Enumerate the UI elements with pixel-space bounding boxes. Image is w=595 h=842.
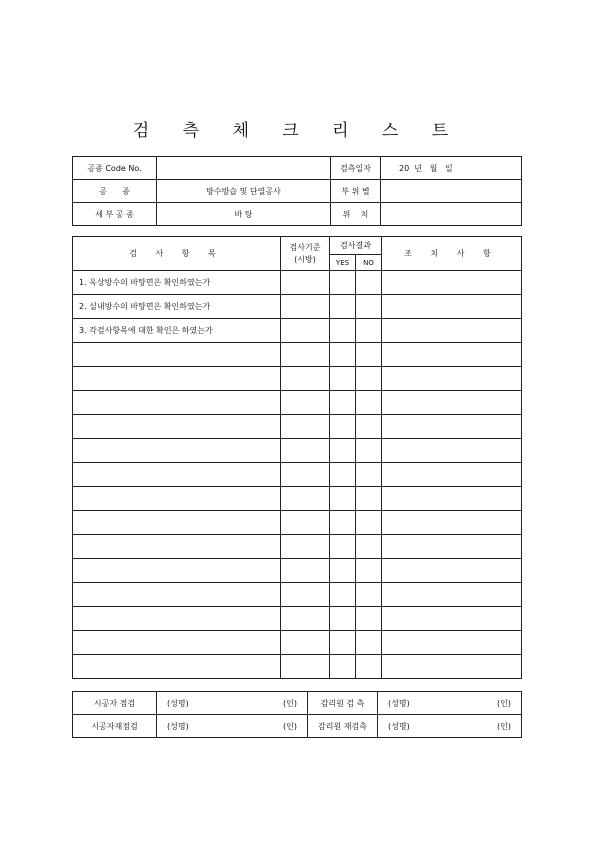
checklist-action-cell[interactable] xyxy=(382,367,522,391)
work-value[interactable]: 방수방습 및 단열공사 xyxy=(157,180,331,203)
checklist-yes-cell[interactable] xyxy=(330,583,356,607)
checklist-yes-cell[interactable] xyxy=(330,463,356,487)
checklist-no-cell[interactable] xyxy=(356,559,382,583)
checklist-row xyxy=(73,487,522,511)
checklist-action-cell[interactable] xyxy=(382,319,522,343)
checklist-no-cell[interactable] xyxy=(356,583,382,607)
checklist-yes-cell[interactable] xyxy=(330,439,356,463)
checklist-header-row xyxy=(73,237,522,255)
checklist-row xyxy=(73,583,522,607)
checklist-yes-cell[interactable] xyxy=(330,511,356,535)
checklist-no-cell[interactable] xyxy=(356,295,382,319)
date-label: 검측일자 xyxy=(331,157,381,180)
header-standard: 검사기준 (시방) xyxy=(281,237,330,271)
checklist-standard-cell[interactable] xyxy=(281,391,330,415)
info-row xyxy=(73,203,522,226)
checklist-no-cell[interactable] xyxy=(356,487,382,511)
checklist-item-text: 1. 옥상방수의 바탕면은 확인하였는가 xyxy=(73,271,281,295)
checklist-row xyxy=(73,271,522,295)
checklist-row xyxy=(73,319,522,343)
seal-mark: (인) xyxy=(283,721,297,731)
info-table xyxy=(72,156,522,226)
checklist-standard-cell[interactable] xyxy=(281,415,330,439)
checklist-action-cell[interactable] xyxy=(382,559,522,583)
checklist-action-cell[interactable] xyxy=(382,583,522,607)
checklist-row xyxy=(73,559,522,583)
signature-row xyxy=(73,692,522,715)
part-value[interactable] xyxy=(381,180,522,203)
checklist-standard-cell[interactable] xyxy=(281,295,330,319)
signature-name: (성명) xyxy=(388,698,410,708)
checklist-row xyxy=(73,367,522,391)
checklist-item-text xyxy=(73,535,281,559)
work-label: 공 종 xyxy=(73,180,157,203)
checklist-row xyxy=(73,655,522,679)
contractor-recheck-label: 시공자재점검 xyxy=(73,715,157,738)
checklist-no-cell[interactable] xyxy=(356,415,382,439)
checklist-item-text xyxy=(73,511,281,535)
checklist-action-cell[interactable] xyxy=(382,511,522,535)
checklist-item-text: 2. 실내방수의 바탕면은 확인하였는가 xyxy=(73,295,281,319)
signature-table xyxy=(72,691,522,738)
checklist-row xyxy=(73,607,522,631)
checklist-row xyxy=(73,511,522,535)
checklist-standard-cell[interactable] xyxy=(281,343,330,367)
info-row xyxy=(73,180,522,203)
checklist-row xyxy=(73,439,522,463)
checklist-yes-cell[interactable] xyxy=(330,391,356,415)
checklist-item-text xyxy=(73,415,281,439)
checklist-yes-cell[interactable] xyxy=(330,607,356,631)
checklist-standard-cell[interactable] xyxy=(281,631,330,655)
signature-name: (성명) xyxy=(388,721,410,731)
checklist-item-text xyxy=(73,583,281,607)
checklist-no-cell[interactable] xyxy=(356,367,382,391)
checklist-yes-cell[interactable] xyxy=(330,295,356,319)
seal-mark: (인) xyxy=(497,721,511,731)
checklist-no-cell[interactable] xyxy=(356,463,382,487)
seal-mark: (인) xyxy=(497,698,511,708)
checklist-standard-cell[interactable] xyxy=(281,271,330,295)
checklist-action-cell[interactable] xyxy=(382,343,522,367)
checklist-no-cell[interactable] xyxy=(356,535,382,559)
checklist-action-cell[interactable] xyxy=(382,487,522,511)
checklist-standard-cell[interactable] xyxy=(281,559,330,583)
signature-name: (성명) xyxy=(167,698,189,708)
checklist-standard-cell[interactable] xyxy=(281,463,330,487)
checklist-no-cell[interactable] xyxy=(356,511,382,535)
checklist-item-text xyxy=(73,655,281,679)
checklist-no-cell[interactable] xyxy=(356,439,382,463)
checklist-row xyxy=(73,463,522,487)
checklist-no-cell[interactable] xyxy=(356,343,382,367)
date-value[interactable]: 20 년 월 일 xyxy=(381,157,522,180)
checklist-standard-cell[interactable] xyxy=(281,583,330,607)
checklist-no-cell[interactable] xyxy=(356,631,382,655)
checklist-no-cell[interactable] xyxy=(356,391,382,415)
part-label: 부 위 별 xyxy=(331,180,381,203)
checklist-item-text xyxy=(73,343,281,367)
contractor-check-signature[interactable] xyxy=(157,692,308,715)
checklist-action-cell[interactable] xyxy=(382,439,522,463)
checklist-standard-cell[interactable] xyxy=(281,535,330,559)
header-yes: YES xyxy=(330,255,356,271)
checklist-action-cell[interactable] xyxy=(382,631,522,655)
seal-mark: (인) xyxy=(283,698,297,708)
checklist-row xyxy=(73,415,522,439)
info-row xyxy=(73,157,522,180)
header-item: 검 사 항 목 xyxy=(73,237,281,271)
checklist-standard-cell[interactable] xyxy=(281,487,330,511)
checklist-action-cell[interactable] xyxy=(382,535,522,559)
location-label: 위 치 xyxy=(331,203,381,226)
checklist-yes-cell[interactable] xyxy=(330,655,356,679)
checklist-action-cell[interactable] xyxy=(382,295,522,319)
supervisor-inspect-signature[interactable] xyxy=(378,692,522,715)
checklist-item-text xyxy=(73,367,281,391)
checklist-action-cell[interactable] xyxy=(382,271,522,295)
checklist-yes-cell[interactable] xyxy=(330,367,356,391)
checklist-yes-cell[interactable] xyxy=(330,535,356,559)
header-result: 검사결과 xyxy=(330,237,382,255)
checklist-yes-cell[interactable] xyxy=(330,487,356,511)
checklist-item-text xyxy=(73,607,281,631)
supervisor-reinspect-label: 감리원 재검측 xyxy=(308,715,378,738)
signature-name: (성명) xyxy=(167,721,189,731)
checklist-standard-cell[interactable] xyxy=(281,655,330,679)
header-no: NO xyxy=(356,255,382,271)
checklist-yes-cell[interactable] xyxy=(330,415,356,439)
checklist-standard-cell[interactable] xyxy=(281,511,330,535)
checklist-action-cell[interactable] xyxy=(382,655,522,679)
location-value[interactable] xyxy=(381,203,522,226)
checklist-standard-cell[interactable] xyxy=(281,319,330,343)
checklist-action-cell[interactable] xyxy=(382,391,522,415)
checklist-no-cell[interactable] xyxy=(356,607,382,631)
checklist-table xyxy=(72,236,522,679)
checklist-standard-cell[interactable] xyxy=(281,439,330,463)
checklist-yes-cell[interactable] xyxy=(330,559,356,583)
header-action: 조 치 사 항 xyxy=(382,237,522,271)
code-label: 공종 Code No. xyxy=(73,157,157,180)
checklist-item-text xyxy=(73,391,281,415)
checklist-item-text: 3. 각검사항목에 대한 확인은 하였는가 xyxy=(73,319,281,343)
code-value[interactable] xyxy=(157,157,331,180)
checklist-item-text xyxy=(73,439,281,463)
checklist-item-text xyxy=(73,463,281,487)
checklist-action-cell[interactable] xyxy=(382,463,522,487)
checklist-action-cell[interactable] xyxy=(382,415,522,439)
checklist-standard-cell[interactable] xyxy=(281,367,330,391)
checklist-no-cell[interactable] xyxy=(356,319,382,343)
checklist-item-text xyxy=(73,487,281,511)
checklist-no-cell[interactable] xyxy=(356,655,382,679)
checklist-item-text xyxy=(73,631,281,655)
page-title: 검 측 체 크 리 스 트 xyxy=(132,121,463,141)
checklist-action-cell[interactable] xyxy=(382,607,522,631)
checklist-item-text xyxy=(73,559,281,583)
checklist-yes-cell[interactable] xyxy=(330,319,356,343)
checklist-yes-cell[interactable] xyxy=(330,343,356,367)
contractor-check-label: 시공자 점검 xyxy=(73,692,157,715)
detail-value[interactable]: 바 탕 xyxy=(157,203,331,226)
checklist-standard-cell[interactable] xyxy=(281,607,330,631)
contractor-recheck-signature[interactable] xyxy=(157,715,308,738)
checklist-yes-cell[interactable] xyxy=(330,271,356,295)
checklist-row xyxy=(73,535,522,559)
checklist-row xyxy=(73,631,522,655)
checklist-row xyxy=(73,343,522,367)
signature-row xyxy=(73,715,522,738)
checklist-yes-cell[interactable] xyxy=(330,631,356,655)
detail-label: 세 부 공 종 xyxy=(73,203,157,226)
supervisor-reinspect-signature[interactable] xyxy=(378,715,522,738)
checklist-no-cell[interactable] xyxy=(356,271,382,295)
supervisor-inspect-label: 감리원 검 측 xyxy=(308,692,378,715)
checklist-row xyxy=(73,295,522,319)
checklist-row xyxy=(73,391,522,415)
